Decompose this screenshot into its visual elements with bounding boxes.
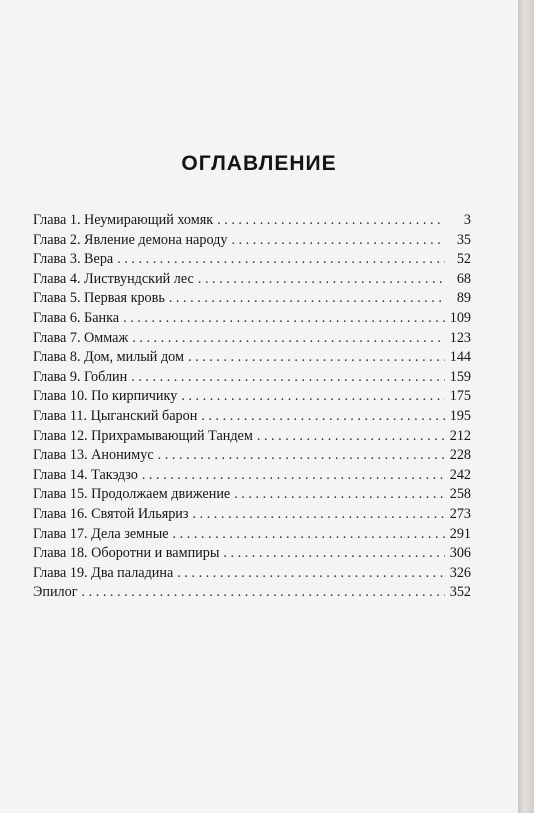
toc-entry-page-number: 89 xyxy=(456,290,471,307)
dot-leader xyxy=(142,466,445,486)
dot-leader xyxy=(132,329,445,349)
toc-entry-page-number: 195 xyxy=(449,407,471,424)
toc-entry xyxy=(33,544,471,564)
page-edge xyxy=(518,0,534,813)
toc-entry-page-number: 273 xyxy=(449,505,471,522)
dot-leader xyxy=(257,427,445,447)
toc-entry xyxy=(33,309,471,329)
toc-entry xyxy=(33,525,471,545)
toc-entry-label: Глава 12. Прихрамывающий Тандем xyxy=(33,427,253,444)
toc-entry-label: Глава 5. Первая кровь xyxy=(33,290,165,307)
dot-leader xyxy=(123,309,445,329)
toc-entry-label: Глава 6. Банка xyxy=(33,309,120,326)
dot-leader xyxy=(173,525,445,545)
toc-entry xyxy=(33,583,471,603)
toc-entry-label: Глава 1. Неумирающий хомяк xyxy=(33,212,214,228)
toc-entry-label: Глава 15. Продолжаем движение xyxy=(33,486,231,503)
dot-leader xyxy=(181,387,445,407)
toc-entry-page-number: 212 xyxy=(449,427,471,444)
toc-entry-label: Глава 16. Святой Ильяриз xyxy=(33,505,189,522)
dot-leader xyxy=(82,583,445,603)
toc-entry-label: Глава 7. Оммаж xyxy=(33,329,129,346)
dot-leader xyxy=(117,250,445,270)
toc-entry-label: Глава 17. Дела земные xyxy=(33,525,169,542)
dot-leader xyxy=(201,407,445,427)
toc-entry-page-number: 144 xyxy=(449,349,471,366)
toc-entry-page-number: 326 xyxy=(449,564,471,581)
toc-entry-label: Эпилог xyxy=(33,584,78,601)
toc-entry xyxy=(33,427,471,447)
toc-entry-page-number: 159 xyxy=(449,368,471,385)
toc-entry xyxy=(33,211,471,231)
toc-entry xyxy=(33,446,471,466)
toc-entry-label: Глава 8. Дом, милый дом xyxy=(33,349,184,366)
dot-leader xyxy=(177,564,445,584)
toc-entry xyxy=(33,270,471,290)
dot-leader xyxy=(217,211,445,231)
toc-entry-page-number: 306 xyxy=(449,545,471,562)
dot-leader xyxy=(223,544,445,564)
toc-entry-page-number: 242 xyxy=(449,466,471,483)
dot-leader xyxy=(158,446,445,466)
dot-leader xyxy=(188,348,445,368)
toc-entry-label: Глава 18. Оборотни и вампиры xyxy=(33,545,220,562)
toc-entry-page-number: 352 xyxy=(449,584,471,601)
toc-entry-label: Глава 10. По кирпичику xyxy=(33,388,178,405)
dot-leader xyxy=(131,368,445,388)
toc-entry-page-number: 175 xyxy=(449,388,471,405)
dot-leader xyxy=(198,270,445,290)
toc-entry-label: Глава 4. Листвундский лес xyxy=(33,270,194,287)
toc-entry-page-number: 258 xyxy=(449,486,471,503)
toc-entry-label: Глава 19. Два паладина xyxy=(33,564,174,581)
toc-entry xyxy=(33,368,471,388)
toc-entry-page-number: 228 xyxy=(449,447,471,464)
dot-leader xyxy=(169,289,445,309)
toc-entry xyxy=(33,289,471,309)
toc-entry xyxy=(33,505,471,525)
toc-entry-label: Глава 11. Цыганский барон xyxy=(33,407,198,424)
toc-entry-page-number: 35 xyxy=(456,231,471,248)
toc-entry xyxy=(33,387,471,407)
toc-entry xyxy=(33,466,471,486)
toc-entry-page-number: 3 xyxy=(463,212,471,228)
toc-entry xyxy=(33,485,471,505)
toc-entry-label: Глава 9. Гоблин xyxy=(33,368,128,385)
toc-entry xyxy=(33,250,471,270)
toc-entry xyxy=(33,407,471,427)
toc-entry-label: Глава 2. Явление демона народу xyxy=(33,231,228,248)
toc-entry xyxy=(33,348,471,368)
toc-entry-label: Глава 14. Такэдзо xyxy=(33,466,138,483)
toc-entry-page-number: 109 xyxy=(449,309,471,326)
toc-entry-page-number: 52 xyxy=(456,251,471,268)
table-of-contents xyxy=(33,211,471,603)
toc-entry-label: Глава 3. Вера xyxy=(33,251,114,268)
dot-leader xyxy=(231,231,445,251)
toc-entry-label: Глава 13. Анонимус xyxy=(33,447,154,464)
toc-entry xyxy=(33,564,471,584)
page-title: ОГЛАВЛЕНИЕ xyxy=(181,152,337,175)
toc-entry-page-number: 291 xyxy=(449,525,471,542)
toc-entry-page-number: 68 xyxy=(456,270,471,287)
toc-entry xyxy=(33,329,471,349)
toc-entry-page-number: 123 xyxy=(449,329,471,346)
dot-leader xyxy=(193,505,445,525)
toc-entry xyxy=(33,231,471,251)
dot-leader xyxy=(234,485,445,505)
